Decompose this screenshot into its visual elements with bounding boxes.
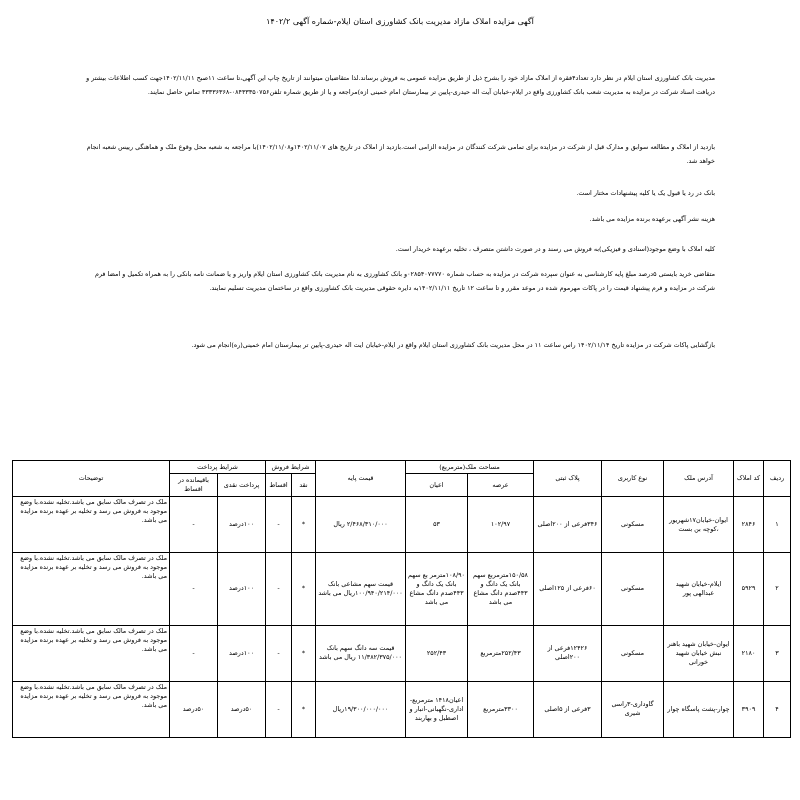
document-title: آگهی مزایده املاک مازاد مدیریت بانک کشاورزی استان ایلام-شماره آگهی ۱۴۰۲/۲ [266,17,534,26]
table-header-row [13,461,791,474]
cell-plaque: ۳۴۶فرعی از ۲۰۰اصلی [534,497,602,553]
cell-sale-installment: - [266,497,292,553]
cell-row-number: ۳ [764,625,791,681]
cell-notes: ملک در تصرف مالک سابق می باشد.تخلیه نشده.با وضع موجود به فروش می رسد و تخلیه بر عهده برنده مزایده می باشد. [13,497,170,553]
cell-row-number: ۴ [764,681,791,737]
cell-address: ایلام-خیابان شهید عبدالهی پور [664,553,734,626]
cell-area-land: ۲۵۲/۴۳مترمربع [468,625,534,681]
header-notes: توضیحات [13,461,170,497]
cell-base-price: قیمت سه دانگ سهم بانک ۱۱/۳۸۲/۳۷۵/۰۰۰ ریال می باشد [316,625,406,681]
cell-usage: مسکونی [602,497,664,553]
header-pay-rest: باقیمانده در اقساط [170,474,218,497]
cell-pay-cash: ۱۰۰درصد [218,625,266,681]
header-base-price: قیمت پایه [316,461,406,497]
header-pay-cash: پرداخت نقدی [218,474,266,497]
cell-pay-cash: ۵۰درصد [218,681,266,737]
table-row [13,625,791,681]
cell-pay-rest: - [170,553,218,626]
cell-base-price: قیمت سهم مشاعی بانک ۱۰۰/۹۴۰/۲۱۴/۰۰۰ریال می باشد [316,553,406,626]
bank-rights-paragraph: بانک در رد یا قبول یک یا کلیه پیشنهادات مختار است. [576,189,715,198]
cell-address: چوار-پشت پاسگاه چوار [664,681,734,737]
header-row-number: ردیف [764,461,791,497]
cell-sale-cash: * [292,497,316,553]
cell-area-building: ۱۰۸/۹۰مترمر بع سهم بانک یک دانگ و ۴۴۳صدم دانگ مشاع می باشد [406,553,468,626]
header-sale-installment: اقساط [266,474,292,497]
cell-pay-cash: ۱۰۰درصد [218,497,266,553]
table-row [13,497,791,553]
table-row [13,681,791,737]
cell-property-code: ۲۱۸۰ [734,625,764,681]
cell-area-building: ۲۵۲/۴۳ [406,625,468,681]
cell-area-land: ۱۰۲/۹۷ [468,497,534,553]
cell-address: ایوان-خیابان۱۷شهریور ،کوچه بن بست [664,497,734,553]
cell-sale-cash: * [292,681,316,737]
header-area-building: اعیان [406,474,468,497]
header-area-land: عرصه [468,474,534,497]
cell-pay-rest: ۵۰درصد [170,681,218,737]
cell-usage: مسکونی [602,625,664,681]
cell-notes: ملک در تصرف مالک سابق می باشد.تخلیه نشده.با وضع موجود به فروش می رسد و تخلیه بر عهده برنده مزایده می باشد. [13,681,170,737]
cell-usage: گاوداری-۳راسی شیری [602,681,664,737]
cell-base-price: ۱۹/۳۰۰/۰۰۰/۰۰۰ریال [316,681,406,737]
cell-property-code: ۲۸۴۶ [734,497,764,553]
header-payment-terms: شرایط پرداخت [170,461,266,474]
property-condition-paragraph: کلیه املاک با وضع موجود(اسنادی و فیزیکی)به فروش می رسند و در صورت داشتن متصرف ، تخلیه برعهده خریدار است. [395,245,715,254]
header-sale-terms: شرایط فروش [266,461,316,474]
intro-paragraph: مدیریت بانک کشاورزی استان ایلام در نظر دارد تعداد۴فقره از املاک مازاد خود را بشرح ذیل از طریق مزایده عمومی به فروش برساند.لذا متقاضیان میتوانند از تاریخ چاپ این آگهی،تا ساعت ۱۱صبح ۱۴۰۲/۱۱/۱۱جهت کسب اطلاعات بیشتر و دریافت اسناد شرکت در مزایده به مدیریت شعب بانک کشاورزی واقع در ایلام-خیابان آیت اله حیدری-پایین تر بیمارستان امام خمینی ازه)مراجعه و یا از طریق شماره تلفن۰۸۴۳۳۳۵۰۷۵۶-۳۳۳۳۶۳۶۸ تماس حاصل نمایند. [86,74,715,96]
cell-notes: ملک در تصرف مالک سابق می باشد.تخلیه نشده.با وضع موجود به فروش می رسد و تخلیه بر عهده برنده مزایده می باشد. [13,625,170,681]
cell-sale-cash: * [292,553,316,626]
cell-pay-cash: ۱۰۰درصد [218,553,266,626]
deposit-paragraph: متقاضی خرید بایستی ۵درصد مبلغ پایه کارشناسی به عنوان سپرده شرکت در مزایده به حساب شماره ۰۲۸۵۴۰۷۷۷۷۰و بانک کشاورزی به نام مدیریت بانک کشاورزی استان ایلام واریز و یا ضمانت نامه بانکی را به همراه تکمیل و امضا فرم شرکت در مزایده و فرم پیشنهاد قیمت را در پاکات مهرموم شده در موعد مقرر و تا ساعت ۱۲ تاریخ ۱۴۰۲/۱۱/۱۱به دایره حقوقی مدیریت بانک کشاورزی واقع در ساختمان مدیریت تسلیم نمایند. [94,270,715,292]
table-row [13,553,791,626]
cell-address: ایوان-خیابان شهید باهنر نبش خیابان شهید خورانی [664,625,734,681]
header-property-code: کد املاک [734,461,764,497]
cell-notes: ملک در تصرف مالک سابق می باشد.تخلیه نشده.با وضع موجود به فروش می رسد و تخلیه بر عهده برنده مزایده می باشد. [13,553,170,626]
cell-area-building: اعیان۱۴۱۸ مترمربع-اداری-نگهبانی-انبار و اصطبل و بهاربند [406,681,468,737]
cell-sale-cash: * [292,625,316,681]
visit-paragraph: بازدید از املاک و مطالعه سوابق و مدارک قبل از شرکت در مزایده برای تمامی شرکت کنندگان در مزایده الزامی است.بازدید از املاک در تاریخ های ۱۴۰۲/۱۱/۰۷و۱۴۰۲/۱۱/۰۸)با مراجعه به شعبه محل وقوع ملک و هماهنگی رییس شعبه انجام خواهد شد. [86,143,715,165]
properties-table [12,460,791,738]
cell-pay-rest: - [170,625,218,681]
cell-usage: مسکونی [602,553,664,626]
cell-pay-rest: - [170,497,218,553]
cell-row-number: ۱ [764,497,791,553]
cell-plaque: ۶۰فرعی از ۱۲۵اصلی [534,553,602,626]
ad-cost-paragraph: هزینه نشر آگهی برعهده برنده مزایده می باشد. [589,215,715,224]
cell-plaque: ۱۲۴۲۶فرعی از ۲۰۰اصلی [534,625,602,681]
cell-area-building: ۵۳ [406,497,468,553]
header-address: آدرس ملک [664,461,734,497]
cell-sale-installment: - [266,625,292,681]
cell-plaque: ۳فرعی از ۵اصلی [534,681,602,737]
cell-sale-installment: - [266,553,292,626]
cell-row-number: ۲ [764,553,791,626]
cell-sale-installment: - [266,681,292,737]
cell-area-land: ۱۵۰/۵۸مترمربع سهم بانک یک دانگ و ۴۴۳صدم دانگ مشاع می باشد [468,553,534,626]
cell-property-code: ۵۹۲۹ [734,553,764,626]
cell-area-land: ۳۳۰۰مترمربع [468,681,534,737]
opening-paragraph: بازگشایی پاکات شرکت در مزایده تاریخ ۱۴۰۲/۱۱/۱۴ راس ساعت ۱۱ در محل مدیریت بانک کشاورزی استان ایلام واقع در ایلام-خیابان ایت اله حیدری-پایین تر بیمارستان امام خمینی(ره)انجام می شود. [191,341,715,350]
header-usage: نوع کاربری [602,461,664,497]
cell-property-code: ۳۹۰۹ [734,681,764,737]
header-area: مساحت ملک(مترمربع) [406,461,534,474]
cell-base-price: ۲/۴۶۸/۳۱۰/۰۰۰ ریال [316,497,406,553]
header-plaque: پلاک ثبتی [534,461,602,497]
header-sale-cash: نقد [292,474,316,497]
